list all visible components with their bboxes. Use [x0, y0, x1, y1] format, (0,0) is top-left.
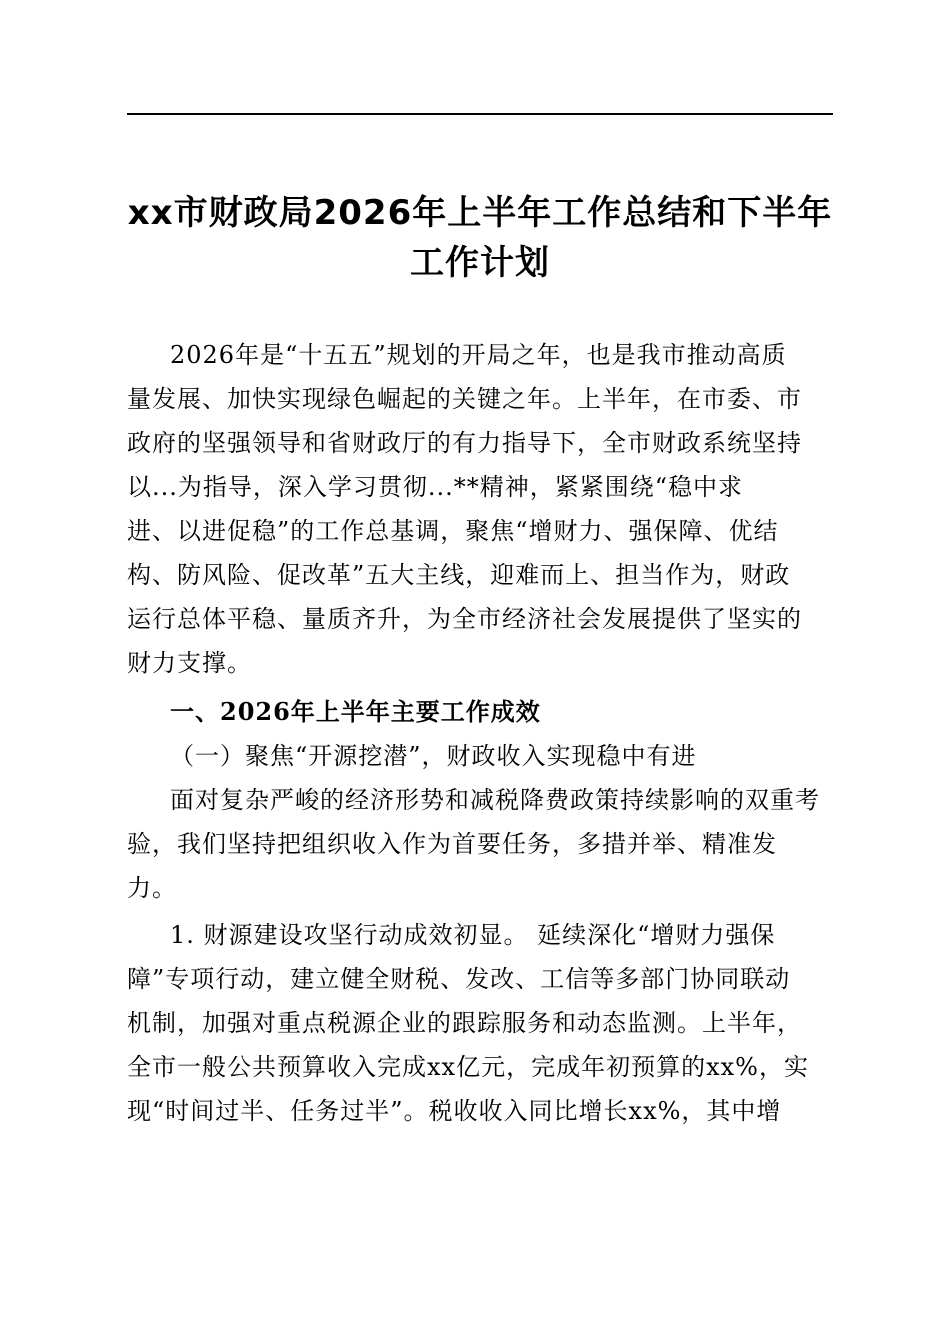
intro-paragraph — [127, 333, 833, 685]
subsection-paragraph-line: 力。 — [127, 874, 177, 902]
item-1-paragraph — [127, 913, 833, 1133]
intro-line: 构、防风险、促改革”五大主线，迎难而上、担当作为，财政 — [127, 561, 791, 589]
subsection-paragraph-line: 面对复杂严峻的经济形势和减税降费政策持续影响的双重考 — [170, 786, 820, 814]
section-1 — [127, 690, 833, 910]
section-heading: 一、2026年上半年主要工作成效 — [170, 697, 541, 726]
item-1-line: 障”专项行动，建立健全财税、发改、工信等多部门协同联动 — [127, 965, 791, 993]
item-1-first-line — [127, 913, 833, 957]
item-1-line: 机制，加强对重点税源企业的跟踪服务和动态监测。上半年， — [127, 1009, 802, 1037]
intro-line: 2026年是“十五五”规划的开局之年，也是我市推动高质 — [170, 341, 787, 369]
title-line-1: xx市财政局2026年上半年工作总结和下半年 — [127, 193, 833, 233]
intro-line: 政府的坚强领导和省财政厅的有力指导下，全市财政系统坚持 — [127, 429, 802, 457]
item-1-first-rest: 延续深化“增财力强保 — [528, 921, 776, 949]
item-1-line: 现“时间过半、任务过半”。税收收入同比增长xx%，其中增 — [127, 1097, 782, 1125]
intro-line: 运行总体平稳、量质齐升，为全市经济社会发展提供了坚实的 — [127, 605, 802, 633]
item-1-line: 全市一般公共预算收入完成xx亿元，完成年初预算的xx%，实 — [127, 1053, 809, 1081]
document-title — [110, 188, 850, 288]
title-line-2: 工作计划 — [410, 243, 550, 283]
intro-line: 量发展、加快实现绿色崛起的关键之年。上半年，在市委、市 — [127, 385, 802, 413]
item-1-lead: 1. 财源建设攻坚行动成效初显。 — [170, 921, 529, 949]
intro-line: 财力支撑。 — [127, 649, 252, 677]
subsection-paragraph-line: 验，我们坚持把组织收入作为首要任务，多措并举、精准发 — [127, 830, 777, 858]
subsection-heading: （一）聚焦“开源挖潜”，财政收入实现稳中有进 — [170, 742, 697, 770]
header-rule — [127, 113, 833, 115]
intro-line: 以...为指导，深入学习贯彻...**精神，紧紧围绕“稳中求 — [127, 473, 744, 501]
intro-line: 进、以进促稳”的工作总基调，聚焦“增财力、强保障、优结 — [127, 517, 779, 545]
